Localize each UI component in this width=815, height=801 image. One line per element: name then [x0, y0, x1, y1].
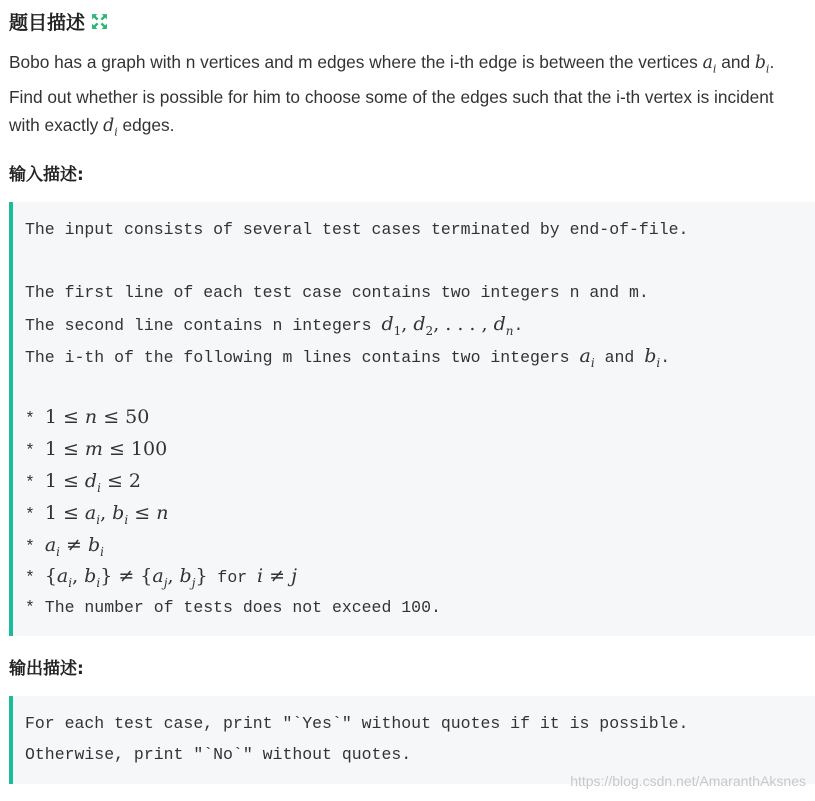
constraint-ab: * $1 \le a_i$, $b_i \le n$	[25, 502, 169, 527]
constraint-a-ne-b: * $a_i \ne b_i$	[25, 534, 104, 559]
constraint-distinct-edges: * {$a_i$, $b_i\} \ne \{a_j$, $b_j$} for i ≠ j	[25, 565, 298, 590]
output-heading: 输出描述:	[9, 659, 84, 679]
constraint-n: * 1 ≤ n ≤ 50	[25, 406, 150, 428]
math-d-i: $d_i$	[103, 116, 118, 139]
expand-icon[interactable]	[91, 13, 108, 30]
description-line-1: Bobo has a graph with n vertices and m edges where the i-th edge is between the vertices $a_i$ and $b_i$.	[9, 52, 775, 76]
output-line-2: Otherwise, print "`No`" without quotes.	[25, 745, 412, 764]
input-description-box	[9, 202, 815, 636]
math-a-i: $a_i$	[702, 53, 717, 76]
constraint-d: * $1 \le d_i \le 2$	[25, 470, 142, 495]
description-line-2: Find out whether is possible for him to choose some of the edges such that the i-th vertex is incident	[9, 87, 774, 108]
constraint-m: * 1 ≤ m ≤ 100	[25, 438, 168, 460]
input-line-3: The second line contains n integers $d_1$, $d_2$, . . . , $d_n$.	[25, 313, 524, 338]
output-description-box	[9, 696, 815, 784]
problem-description	[9, 48, 804, 147]
watermark: https://blog.csdn.net/AmaranthAksnes	[570, 773, 806, 789]
input-heading: 输入描述:	[9, 165, 84, 185]
input-line-2: The first line of each test case contains two integers n and m.	[25, 283, 649, 302]
description-title: 题目描述	[9, 12, 86, 34]
input-line-1: The input consists of several test cases terminated by end-of-file.	[25, 220, 689, 239]
math-b-i: $b_i$	[754, 53, 770, 76]
description-heading	[9, 8, 108, 35]
output-line-1: For each test case, print "`Yes`" without quotes if it is possible.	[25, 714, 689, 733]
description-line-3: with exactly $d_i$ edges.	[9, 115, 175, 139]
constraint-tests: * The number of tests does not exceed 100.	[25, 598, 441, 617]
input-line-4: The i-th of the following m lines contains two integers $a_i$ and $b_i$.	[25, 345, 671, 370]
